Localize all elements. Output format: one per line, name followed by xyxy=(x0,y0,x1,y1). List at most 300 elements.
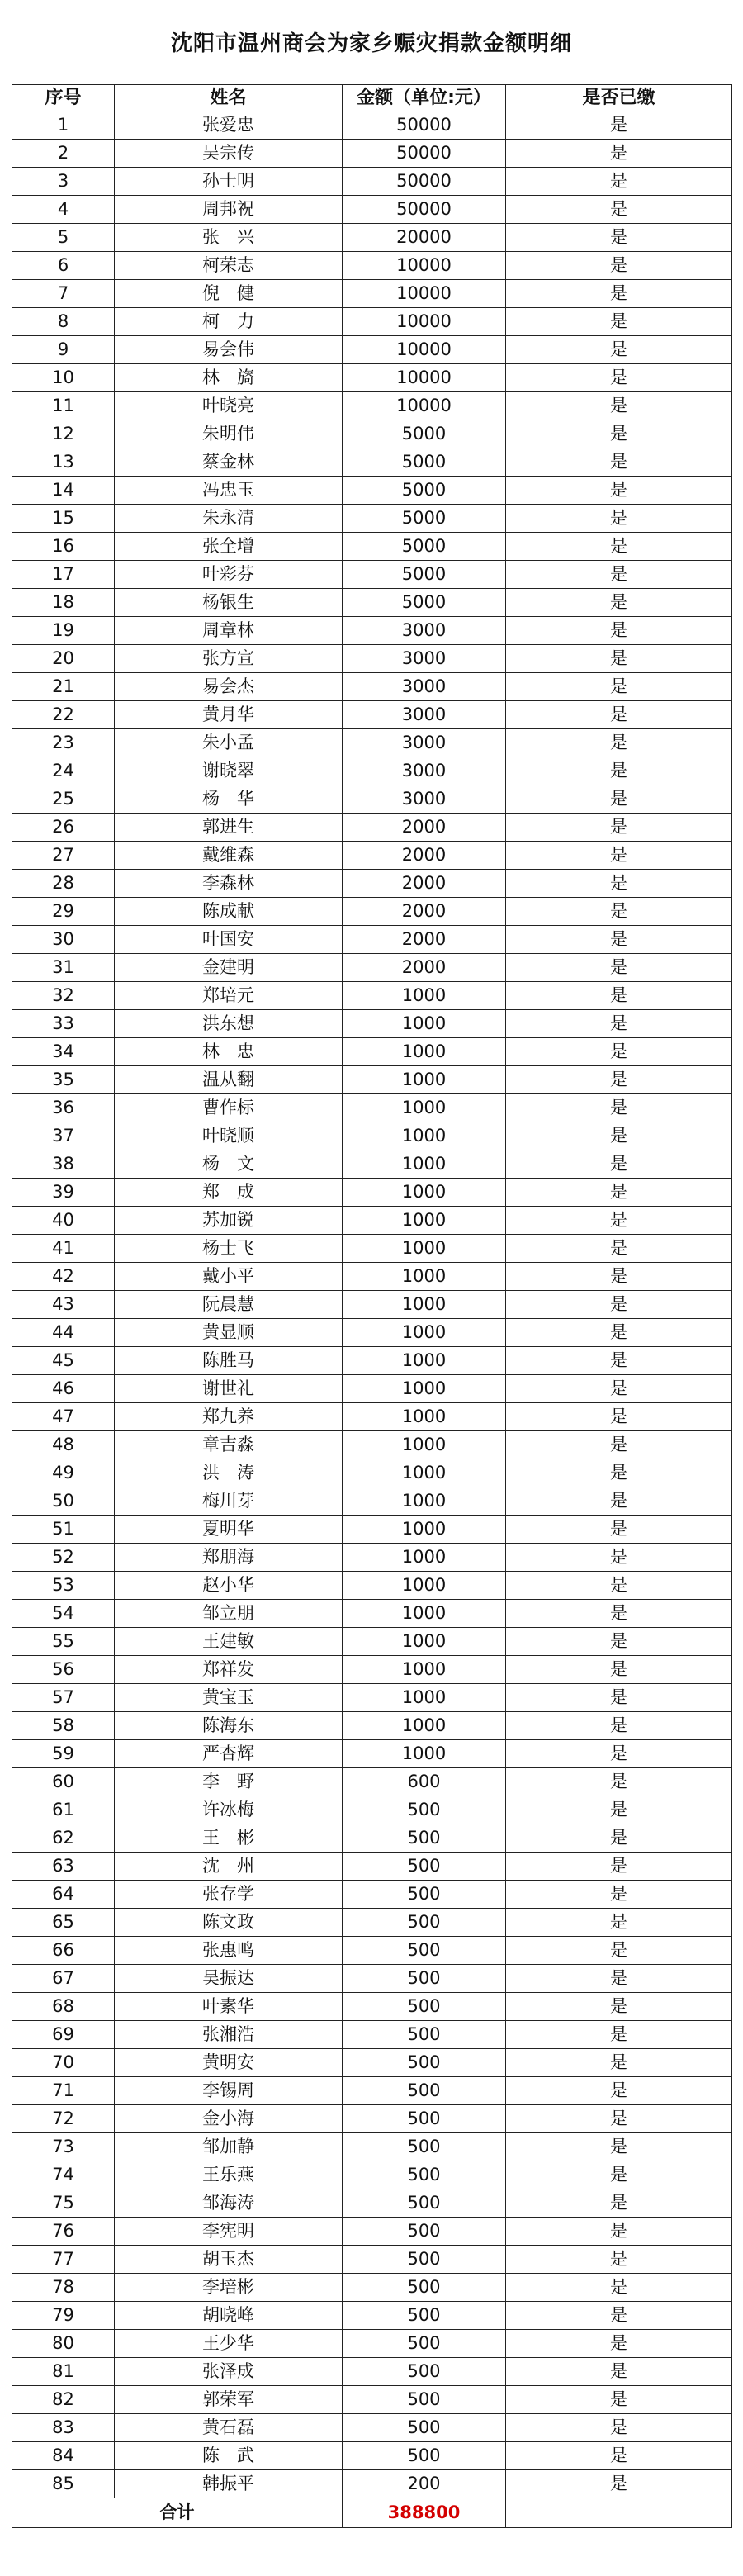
donor-name: 谢晓翠 xyxy=(115,757,343,785)
row-index: 42 xyxy=(12,1263,115,1291)
total-label: 合计 xyxy=(12,2498,343,2528)
row-index: 8 xyxy=(12,308,115,336)
donor-name: 朱小孟 xyxy=(115,729,343,757)
paid-status: 是 xyxy=(506,2189,732,2218)
row-index: 75 xyxy=(12,2189,115,2218)
table-row xyxy=(12,1375,732,1403)
donor-name: 朱永清 xyxy=(115,505,343,533)
paid-status: 是 xyxy=(506,785,732,814)
row-index: 23 xyxy=(12,729,115,757)
donation-amount: 3000 xyxy=(343,617,506,645)
donor-name: 林 忠 xyxy=(115,1038,343,1066)
table-row xyxy=(12,1459,732,1487)
donation-amount: 20000 xyxy=(343,224,506,252)
row-index: 78 xyxy=(12,2274,115,2302)
row-index: 71 xyxy=(12,2077,115,2105)
row-index: 11 xyxy=(12,392,115,420)
donation-amount: 50000 xyxy=(343,168,506,196)
paid-status: 是 xyxy=(506,589,732,617)
paid-status: 是 xyxy=(506,954,732,982)
row-index: 49 xyxy=(12,1459,115,1487)
table-row xyxy=(12,448,732,477)
table-row xyxy=(12,1487,732,1516)
donor-name: 胡晓峰 xyxy=(115,2302,343,2330)
donor-name: 李森林 xyxy=(115,870,343,898)
row-index: 66 xyxy=(12,1937,115,1965)
donation-amount: 1000 xyxy=(343,1319,506,1347)
donor-name: 夏明华 xyxy=(115,1516,343,1544)
paid-status: 是 xyxy=(506,2049,732,2077)
table-row xyxy=(12,1150,732,1179)
paid-status: 是 xyxy=(506,701,732,729)
table-row xyxy=(12,420,732,448)
table-row xyxy=(12,926,732,954)
table-row xyxy=(12,1179,732,1207)
donor-name: 叶国安 xyxy=(115,926,343,954)
row-index: 77 xyxy=(12,2246,115,2274)
donor-name: 洪东想 xyxy=(115,1010,343,1038)
paid-status: 是 xyxy=(506,1347,732,1375)
donor-name: 曹作标 xyxy=(115,1094,343,1122)
paid-status: 是 xyxy=(506,1881,732,1909)
donor-name: 陈海东 xyxy=(115,1712,343,1740)
row-index: 17 xyxy=(12,561,115,589)
donor-name: 易会伟 xyxy=(115,336,343,364)
row-index: 21 xyxy=(12,673,115,701)
paid-status: 是 xyxy=(506,842,732,870)
donor-name: 张方宣 xyxy=(115,645,343,673)
paid-status: 是 xyxy=(506,2442,732,2470)
donor-name: 邹加静 xyxy=(115,2133,343,2161)
donation-amount: 50000 xyxy=(343,140,506,168)
table-row xyxy=(12,2161,732,2189)
row-index: 4 xyxy=(12,196,115,224)
donor-name: 阮晨慧 xyxy=(115,1291,343,1319)
donation-amount: 500 xyxy=(343,2246,506,2274)
table-row xyxy=(12,364,732,392)
table-row xyxy=(12,2021,732,2049)
paid-status: 是 xyxy=(506,1712,732,1740)
donation-amount: 1000 xyxy=(343,1347,506,1375)
donor-name: 郑九养 xyxy=(115,1403,343,1431)
paid-status: 是 xyxy=(506,420,732,448)
paid-status: 是 xyxy=(506,2386,732,2414)
table-row xyxy=(12,1066,732,1094)
paid-status: 是 xyxy=(506,1431,732,1459)
donation-amount: 1000 xyxy=(343,1403,506,1431)
paid-status: 是 xyxy=(506,2274,732,2302)
table-row xyxy=(12,701,732,729)
row-index: 40 xyxy=(12,1207,115,1235)
donation-amount: 10000 xyxy=(343,392,506,420)
donor-name: 邹立朋 xyxy=(115,1600,343,1628)
row-index: 28 xyxy=(12,870,115,898)
paid-status: 是 xyxy=(506,336,732,364)
paid-status: 是 xyxy=(506,2302,732,2330)
table-row xyxy=(12,1094,732,1122)
table-row xyxy=(12,1712,732,1740)
donor-name: 柯荣志 xyxy=(115,252,343,280)
paid-status: 是 xyxy=(506,2133,732,2161)
table-row xyxy=(12,224,732,252)
paid-status: 是 xyxy=(506,2470,732,2498)
donor-name: 严杏辉 xyxy=(115,1740,343,1768)
row-index: 24 xyxy=(12,757,115,785)
row-index: 19 xyxy=(12,617,115,645)
table-row xyxy=(12,111,732,140)
row-index: 43 xyxy=(12,1291,115,1319)
donation-amount: 1000 xyxy=(343,1487,506,1516)
table-row xyxy=(12,392,732,420)
table-row xyxy=(12,1909,732,1937)
table-row xyxy=(12,2358,732,2386)
donation-amount: 1000 xyxy=(343,1459,506,1487)
donor-name: 谢世礼 xyxy=(115,1375,343,1403)
paid-status: 是 xyxy=(506,2218,732,2246)
donor-name: 许冰梅 xyxy=(115,1796,343,1824)
table-row xyxy=(12,1768,732,1796)
donation-amount: 2000 xyxy=(343,954,506,982)
row-index: 25 xyxy=(12,785,115,814)
donation-amount: 5000 xyxy=(343,589,506,617)
paid-status: 是 xyxy=(506,1909,732,1937)
donor-name: 黄石磊 xyxy=(115,2414,343,2442)
donor-name: 黄宝玉 xyxy=(115,1684,343,1712)
paid-status: 是 xyxy=(506,1179,732,1207)
row-index: 27 xyxy=(12,842,115,870)
paid-status: 是 xyxy=(506,1038,732,1066)
table-row xyxy=(12,729,732,757)
paid-status: 是 xyxy=(506,1853,732,1881)
donor-name: 周章林 xyxy=(115,617,343,645)
donation-amount: 5000 xyxy=(343,533,506,561)
row-index: 32 xyxy=(12,982,115,1010)
donor-name: 易会杰 xyxy=(115,673,343,701)
row-index: 51 xyxy=(12,1516,115,1544)
row-index: 44 xyxy=(12,1319,115,1347)
donor-name: 郑培元 xyxy=(115,982,343,1010)
row-index: 45 xyxy=(12,1347,115,1375)
row-index: 83 xyxy=(12,2414,115,2442)
row-index: 9 xyxy=(12,336,115,364)
row-index: 54 xyxy=(12,1600,115,1628)
donor-name: 周邦祝 xyxy=(115,196,343,224)
donation-amount: 500 xyxy=(343,2077,506,2105)
header-amount: 金额（单位:元） xyxy=(343,85,506,111)
row-index: 5 xyxy=(12,224,115,252)
donor-name: 蔡金林 xyxy=(115,448,343,477)
row-index: 13 xyxy=(12,448,115,477)
donation-amount: 5000 xyxy=(343,505,506,533)
donor-name: 吴振达 xyxy=(115,1965,343,1993)
donation-amount: 3000 xyxy=(343,645,506,673)
donor-name: 叶素华 xyxy=(115,1993,343,2021)
donation-amount: 500 xyxy=(343,1881,506,1909)
donor-name: 张泽成 xyxy=(115,2358,343,2386)
table-row xyxy=(12,757,732,785)
donation-amount: 3000 xyxy=(343,757,506,785)
row-index: 2 xyxy=(12,140,115,168)
table-row xyxy=(12,982,732,1010)
table-row xyxy=(12,1291,732,1319)
table-row xyxy=(12,870,732,898)
donor-name: 温从翻 xyxy=(115,1066,343,1094)
donation-amount: 1000 xyxy=(343,1712,506,1740)
donation-amount: 1000 xyxy=(343,1263,506,1291)
row-index: 7 xyxy=(12,280,115,308)
donor-name: 陈文政 xyxy=(115,1909,343,1937)
table-row xyxy=(12,505,732,533)
donation-amount: 1000 xyxy=(343,1544,506,1572)
donor-name: 郑 成 xyxy=(115,1179,343,1207)
row-index: 57 xyxy=(12,1684,115,1712)
row-index: 10 xyxy=(12,364,115,392)
row-index: 30 xyxy=(12,926,115,954)
table-row xyxy=(12,336,732,364)
table-row xyxy=(12,589,732,617)
donor-name: 沈 州 xyxy=(115,1853,343,1881)
paid-status: 是 xyxy=(506,926,732,954)
donor-name: 郑朋海 xyxy=(115,1544,343,1572)
paid-status: 是 xyxy=(506,392,732,420)
paid-status: 是 xyxy=(506,898,732,926)
paid-status: 是 xyxy=(506,1937,732,1965)
donor-name: 杨士飞 xyxy=(115,1235,343,1263)
row-index: 14 xyxy=(12,477,115,505)
row-index: 29 xyxy=(12,898,115,926)
paid-status: 是 xyxy=(506,111,732,140)
table-row xyxy=(12,785,732,814)
table-row xyxy=(12,280,732,308)
donor-name: 李 野 xyxy=(115,1768,343,1796)
row-index: 16 xyxy=(12,533,115,561)
donor-name: 王少华 xyxy=(115,2330,343,2358)
donor-name: 张存学 xyxy=(115,1881,343,1909)
row-index: 53 xyxy=(12,1572,115,1600)
table-row xyxy=(12,1038,732,1066)
donation-amount: 500 xyxy=(343,2386,506,2414)
table-row xyxy=(12,2302,732,2330)
row-index: 34 xyxy=(12,1038,115,1066)
table-row xyxy=(12,2077,732,2105)
row-index: 41 xyxy=(12,1235,115,1263)
row-index: 33 xyxy=(12,1010,115,1038)
donor-name: 张湘浩 xyxy=(115,2021,343,2049)
donation-amount: 2000 xyxy=(343,926,506,954)
table-row xyxy=(12,1207,732,1235)
donor-name: 章吉淼 xyxy=(115,1431,343,1459)
header-index: 序号 xyxy=(12,85,115,111)
donation-amount: 500 xyxy=(343,1993,506,2021)
table-row xyxy=(12,196,732,224)
donor-name: 杨银生 xyxy=(115,589,343,617)
donor-name: 林 旖 xyxy=(115,364,343,392)
donor-name: 倪 健 xyxy=(115,280,343,308)
donor-name: 李锡周 xyxy=(115,2077,343,2105)
paid-status: 是 xyxy=(506,2246,732,2274)
donation-amount: 500 xyxy=(343,1824,506,1853)
table-row xyxy=(12,954,732,982)
paid-status: 是 xyxy=(506,1544,732,1572)
table-row xyxy=(12,2274,732,2302)
paid-status: 是 xyxy=(506,168,732,196)
donation-amount: 500 xyxy=(343,1853,506,1881)
donor-name: 王建敏 xyxy=(115,1628,343,1656)
page-title: 沈阳市温州商会为家乡赈灾捐款金额明细 xyxy=(170,31,572,56)
table-row xyxy=(12,814,732,842)
donation-amount: 1000 xyxy=(343,1516,506,1544)
paid-status: 是 xyxy=(506,1122,732,1150)
row-index: 73 xyxy=(12,2133,115,2161)
row-index: 55 xyxy=(12,1628,115,1656)
paid-status: 是 xyxy=(506,2021,732,2049)
table-row xyxy=(12,1796,732,1824)
row-index: 59 xyxy=(12,1740,115,1768)
table-row xyxy=(12,1656,732,1684)
paid-status: 是 xyxy=(506,1319,732,1347)
row-index: 69 xyxy=(12,2021,115,2049)
donation-amount: 500 xyxy=(343,2442,506,2470)
donor-name: 戴小平 xyxy=(115,1263,343,1291)
donation-amount: 10000 xyxy=(343,336,506,364)
donation-amount: 500 xyxy=(343,2189,506,2218)
donation-amount: 1000 xyxy=(343,1038,506,1066)
donation-amount: 600 xyxy=(343,1768,506,1796)
donation-amount: 500 xyxy=(343,1965,506,1993)
paid-status: 是 xyxy=(506,1656,732,1684)
donation-amount: 500 xyxy=(343,2133,506,2161)
table-row xyxy=(12,1600,732,1628)
row-index: 35 xyxy=(12,1066,115,1094)
donation-amount: 500 xyxy=(343,1909,506,1937)
paid-status: 是 xyxy=(506,870,732,898)
table-row xyxy=(12,2330,732,2358)
table-row xyxy=(12,673,732,701)
donation-amount: 500 xyxy=(343,1937,506,1965)
row-index: 18 xyxy=(12,589,115,617)
donation-amount: 1000 xyxy=(343,1235,506,1263)
paid-status: 是 xyxy=(506,2077,732,2105)
paid-status: 是 xyxy=(506,252,732,280)
table-row xyxy=(12,2470,732,2498)
donation-amount: 1000 xyxy=(343,1656,506,1684)
table-row xyxy=(12,2105,732,2133)
header-paid: 是否已缴 xyxy=(506,85,732,111)
donation-amount: 10000 xyxy=(343,252,506,280)
table-row xyxy=(12,1628,732,1656)
table-row xyxy=(12,1965,732,1993)
donor-name: 冯忠玉 xyxy=(115,477,343,505)
donation-amount: 2000 xyxy=(343,870,506,898)
table-row xyxy=(12,1937,732,1965)
donation-amount: 1000 xyxy=(343,1066,506,1094)
row-index: 52 xyxy=(12,1544,115,1572)
donor-name: 金建明 xyxy=(115,954,343,982)
donation-amount: 1000 xyxy=(343,1207,506,1235)
donation-amount: 5000 xyxy=(343,561,506,589)
paid-status: 是 xyxy=(506,1150,732,1179)
table-row xyxy=(12,1516,732,1544)
row-index: 63 xyxy=(12,1853,115,1881)
paid-status: 是 xyxy=(506,140,732,168)
paid-status: 是 xyxy=(506,1740,732,1768)
table-row xyxy=(12,842,732,870)
donor-name: 郑祥发 xyxy=(115,1656,343,1684)
donation-amount: 50000 xyxy=(343,196,506,224)
table-row xyxy=(12,645,732,673)
paid-status: 是 xyxy=(506,224,732,252)
donation-table xyxy=(12,84,732,2528)
table-row xyxy=(12,1403,732,1431)
paid-status: 是 xyxy=(506,561,732,589)
paid-status: 是 xyxy=(506,505,732,533)
row-index: 74 xyxy=(12,2161,115,2189)
row-index: 58 xyxy=(12,1712,115,1740)
paid-status: 是 xyxy=(506,1993,732,2021)
row-index: 65 xyxy=(12,1909,115,1937)
row-index: 56 xyxy=(12,1656,115,1684)
row-index: 81 xyxy=(12,2358,115,2386)
table-row xyxy=(12,477,732,505)
table-row xyxy=(12,1347,732,1375)
row-index: 31 xyxy=(12,954,115,982)
paid-status: 是 xyxy=(506,2330,732,2358)
donation-amount: 500 xyxy=(343,2161,506,2189)
table-row xyxy=(12,533,732,561)
paid-status: 是 xyxy=(506,2161,732,2189)
paid-status: 是 xyxy=(506,1600,732,1628)
donation-amount: 1000 xyxy=(343,1122,506,1150)
row-index: 12 xyxy=(12,420,115,448)
donation-amount: 1000 xyxy=(343,1684,506,1712)
table-row xyxy=(12,1544,732,1572)
donation-amount: 3000 xyxy=(343,729,506,757)
table-row xyxy=(12,1993,732,2021)
row-index: 70 xyxy=(12,2049,115,2077)
row-index: 20 xyxy=(12,645,115,673)
paid-status: 是 xyxy=(506,1516,732,1544)
donor-name: 叶晓顺 xyxy=(115,1122,343,1150)
donor-name: 韩振平 xyxy=(115,2470,343,2498)
table-row xyxy=(12,1122,732,1150)
table-row xyxy=(12,1431,732,1459)
row-index: 80 xyxy=(12,2330,115,2358)
donation-amount: 10000 xyxy=(343,280,506,308)
donation-amount: 500 xyxy=(343,2274,506,2302)
table-row xyxy=(12,2246,732,2274)
donation-amount: 1000 xyxy=(343,1572,506,1600)
donor-name: 陈 武 xyxy=(115,2442,343,2470)
paid-status: 是 xyxy=(506,2358,732,2386)
table-row xyxy=(12,1235,732,1263)
paid-status: 是 xyxy=(506,1263,732,1291)
row-index: 62 xyxy=(12,1824,115,1853)
row-index: 61 xyxy=(12,1796,115,1824)
donation-amount: 5000 xyxy=(343,420,506,448)
table-row xyxy=(12,308,732,336)
paid-status: 是 xyxy=(506,1796,732,1824)
donor-name: 李培彬 xyxy=(115,2274,343,2302)
paid-status: 是 xyxy=(506,2105,732,2133)
donor-name: 赵小华 xyxy=(115,1572,343,1600)
paid-status: 是 xyxy=(506,814,732,842)
paid-status: 是 xyxy=(506,617,732,645)
row-index: 38 xyxy=(12,1150,115,1179)
paid-status: 是 xyxy=(506,1094,732,1122)
paid-status: 是 xyxy=(506,1459,732,1487)
paid-status: 是 xyxy=(506,1684,732,1712)
row-index: 6 xyxy=(12,252,115,280)
